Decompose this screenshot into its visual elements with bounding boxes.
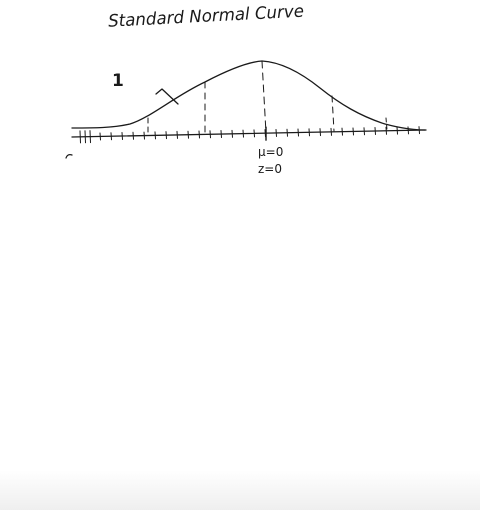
axis-tick-11 bbox=[188, 131, 189, 138]
axis-tick-6 bbox=[133, 132, 134, 139]
axis-tick-15 bbox=[232, 130, 233, 137]
axis-tick-2 bbox=[90, 131, 91, 143]
axis-tick-9 bbox=[166, 132, 167, 139]
axis-tick-0 bbox=[80, 131, 81, 143]
axis-tick-16 bbox=[243, 130, 244, 137]
axis-tick-17 bbox=[254, 130, 255, 137]
axis-tick-5 bbox=[122, 133, 123, 140]
axis-tick-24 bbox=[331, 128, 332, 135]
axis-tick-20 bbox=[287, 129, 288, 136]
z-axis bbox=[72, 130, 426, 137]
axis-tick-25 bbox=[342, 128, 343, 135]
mean-label: μ=0 bbox=[258, 145, 284, 159]
arrow-annotation bbox=[156, 89, 178, 104]
axis-tick-14 bbox=[221, 131, 222, 138]
axis-tick-13 bbox=[210, 131, 211, 138]
axis-tick-7 bbox=[144, 132, 145, 139]
axis-tick-32 bbox=[419, 127, 420, 134]
axis-tick-21 bbox=[298, 129, 299, 136]
bottom-shadow bbox=[0, 470, 480, 510]
axis-tick-1 bbox=[85, 131, 86, 143]
stray-mark bbox=[66, 155, 72, 158]
side-mark-label: 1 bbox=[112, 71, 124, 91]
axis-tick-30 bbox=[397, 127, 398, 134]
axis-tick-3 bbox=[100, 133, 101, 140]
axis-tick-8 bbox=[155, 132, 156, 139]
bell-curve bbox=[72, 61, 425, 130]
axis-tick-26 bbox=[353, 128, 354, 135]
diagram-title: Standard Normal Curve bbox=[107, 1, 309, 32]
axis-tick-19 bbox=[276, 129, 277, 136]
axis-tick-31 bbox=[408, 127, 409, 134]
mean-line bbox=[262, 61, 266, 133]
axis-tick-28 bbox=[375, 128, 376, 135]
axis-tick-22 bbox=[309, 129, 310, 136]
axis-ticks bbox=[80, 127, 420, 143]
z-label: z=0 bbox=[258, 162, 282, 176]
sd-line-plus-1 bbox=[332, 96, 334, 131]
axis-tick-27 bbox=[364, 128, 365, 135]
axis-tick-10 bbox=[177, 131, 178, 138]
axis-tick-12 bbox=[199, 131, 200, 138]
axis-tick-4 bbox=[111, 133, 112, 140]
axis-tick-23 bbox=[320, 129, 321, 136]
